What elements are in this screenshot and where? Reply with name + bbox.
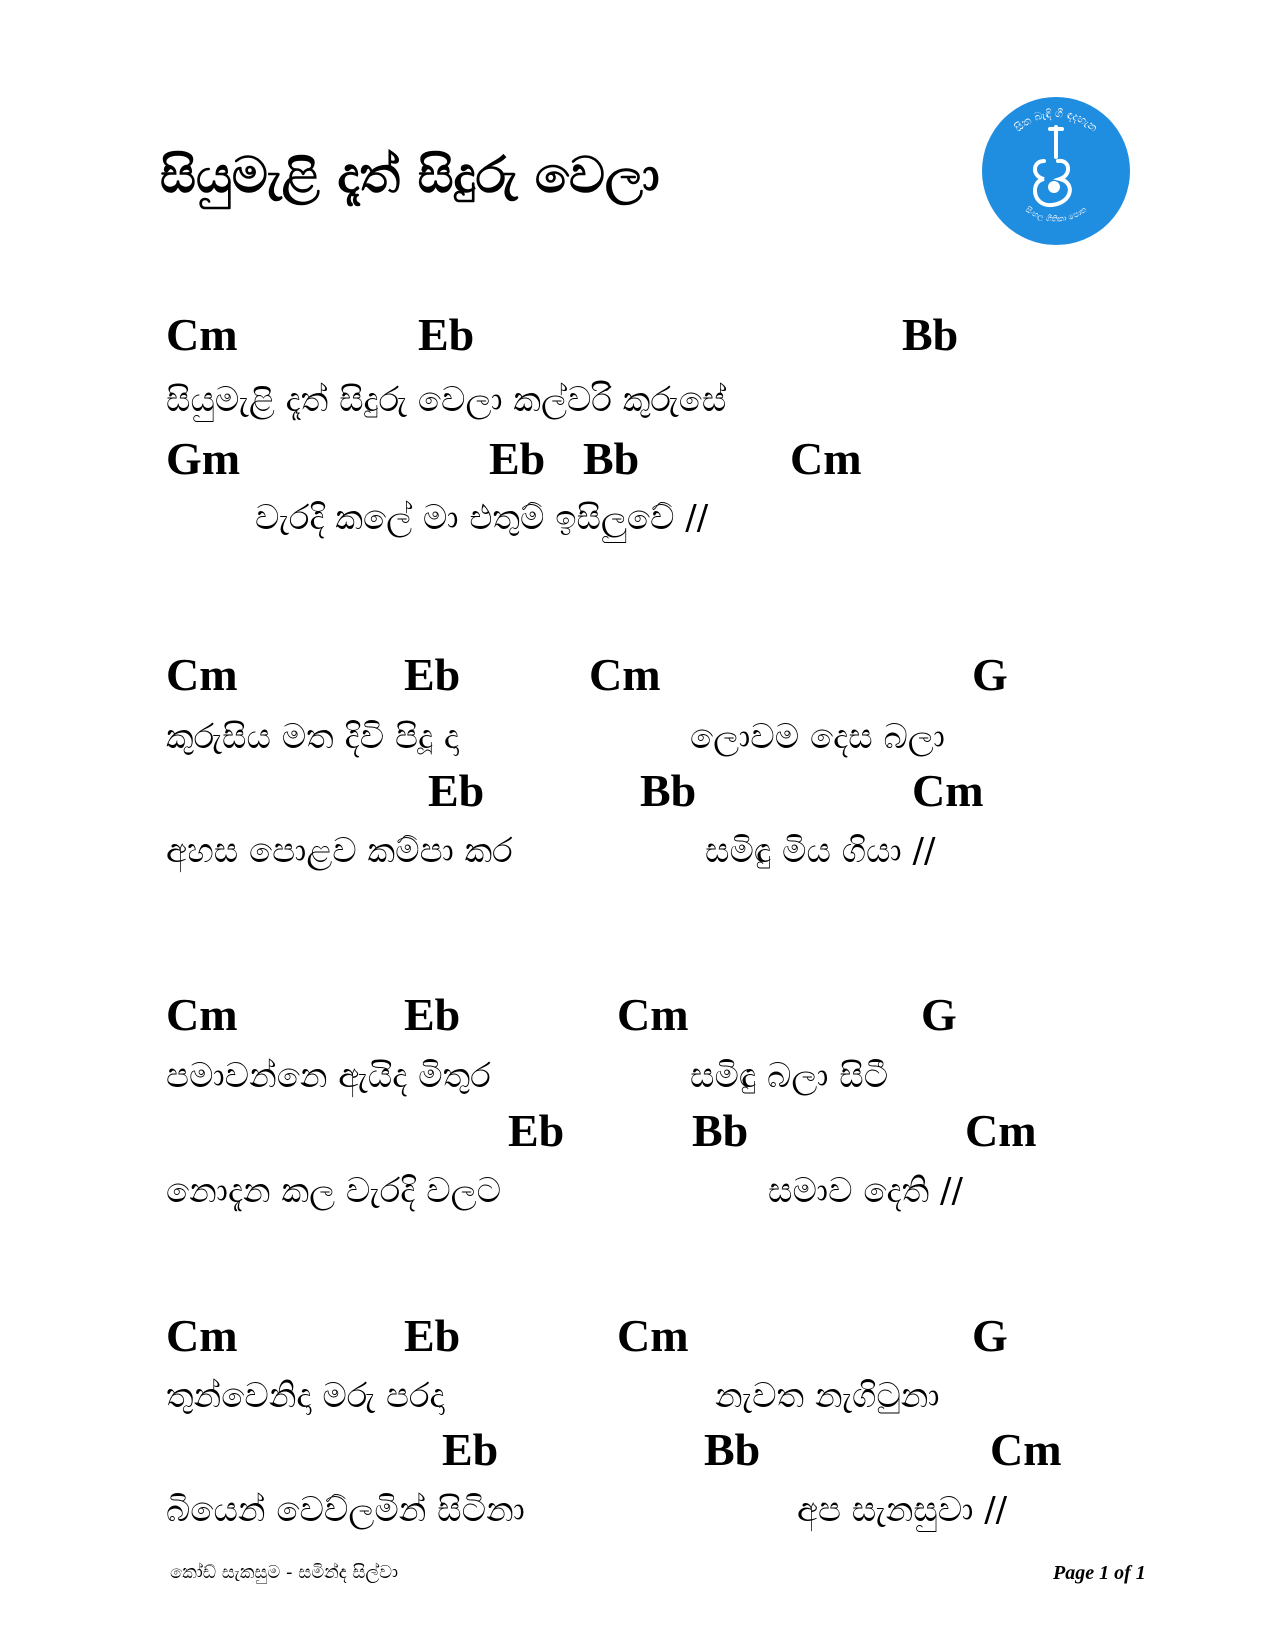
chord: Cm [617, 989, 689, 1040]
lyric-line: නොදැන කල වැරදි වලට [166, 1171, 502, 1211]
lyric-line: අප සැනසුවා // [797, 1490, 1008, 1530]
song-title: සියුමැළි දෑත් සිදුරු වෙලා [160, 146, 660, 204]
logo-bottom-text: සිංහල ගීතිකා පොත [1023, 204, 1089, 224]
chord: Cm [166, 649, 238, 700]
chord: Cm [965, 1105, 1037, 1156]
chord: Cm [912, 765, 984, 816]
chord: Eb [404, 989, 461, 1040]
lyric-line: තුන්වෙනිදා මරු පරදා [166, 1376, 445, 1416]
chord: Cm [617, 1310, 689, 1361]
lyric-line: ලොවම දෙස බලා [690, 717, 945, 757]
page-number [1053, 1562, 1146, 1585]
chord: Cm [166, 1310, 238, 1361]
chord: Eb [404, 649, 461, 700]
chord: Eb [489, 433, 546, 484]
lyric-line: වැරදි කලේ මා එතුම් ඉසිලුවේ // [255, 498, 709, 538]
lyric-line: අහස පොළව කම්පා කර [166, 831, 513, 871]
footer-credit: කෝඩ් සැකසුම - සමින්ද සිල්වා [170, 1562, 399, 1583]
logo-top-text: සිත බැඳි ගී ඳදහැන [1011, 106, 1101, 135]
lyric-line: බියෙන් වෙව්ලමින් සිටිනා [166, 1490, 525, 1530]
chord: G [972, 1310, 1008, 1361]
lyric-line: නැවත නැගිටුනා [715, 1376, 940, 1416]
chord: Bb [692, 1105, 749, 1156]
chord: Cm [166, 989, 238, 1040]
chord: Bb [704, 1424, 761, 1475]
chord: Bb [583, 433, 640, 484]
lyric-line: පමාවන්නෙ ඇයිද මිතුර [166, 1056, 491, 1096]
chord: Eb [508, 1105, 565, 1156]
lyric-line: සමාව දෙති // [768, 1171, 963, 1211]
chord: Cm [990, 1424, 1062, 1475]
chord: Cm [166, 309, 238, 360]
chord: Cm [790, 433, 862, 484]
chord: G [972, 649, 1008, 700]
chord: Cm [589, 649, 661, 700]
lyric-line: කුරුසිය මත දිවි පිදූ දා [166, 717, 459, 757]
chord: Bb [902, 309, 959, 360]
page-of-label: of [1114, 1562, 1131, 1584]
chord: Eb [418, 309, 475, 360]
page-total: 1 [1135, 1562, 1146, 1584]
chord: Eb [404, 1310, 461, 1361]
chord: Gm [166, 433, 241, 484]
logo [980, 95, 1132, 247]
chord: Eb [428, 765, 485, 816]
chord: G [921, 989, 957, 1040]
lyric-line: සමිඳු මිය ගියා // [705, 831, 936, 871]
lyric-line: සමිඳු බලා සිටී [690, 1056, 889, 1096]
page-current: 1 [1099, 1562, 1110, 1584]
chord: Eb [442, 1424, 499, 1475]
page-label: Page [1053, 1562, 1095, 1584]
chord: Bb [640, 765, 697, 816]
lyric-line: සියුමැළි දෑත් සිදුරු වෙලා කල්වරි කුරුසේ [166, 380, 727, 420]
